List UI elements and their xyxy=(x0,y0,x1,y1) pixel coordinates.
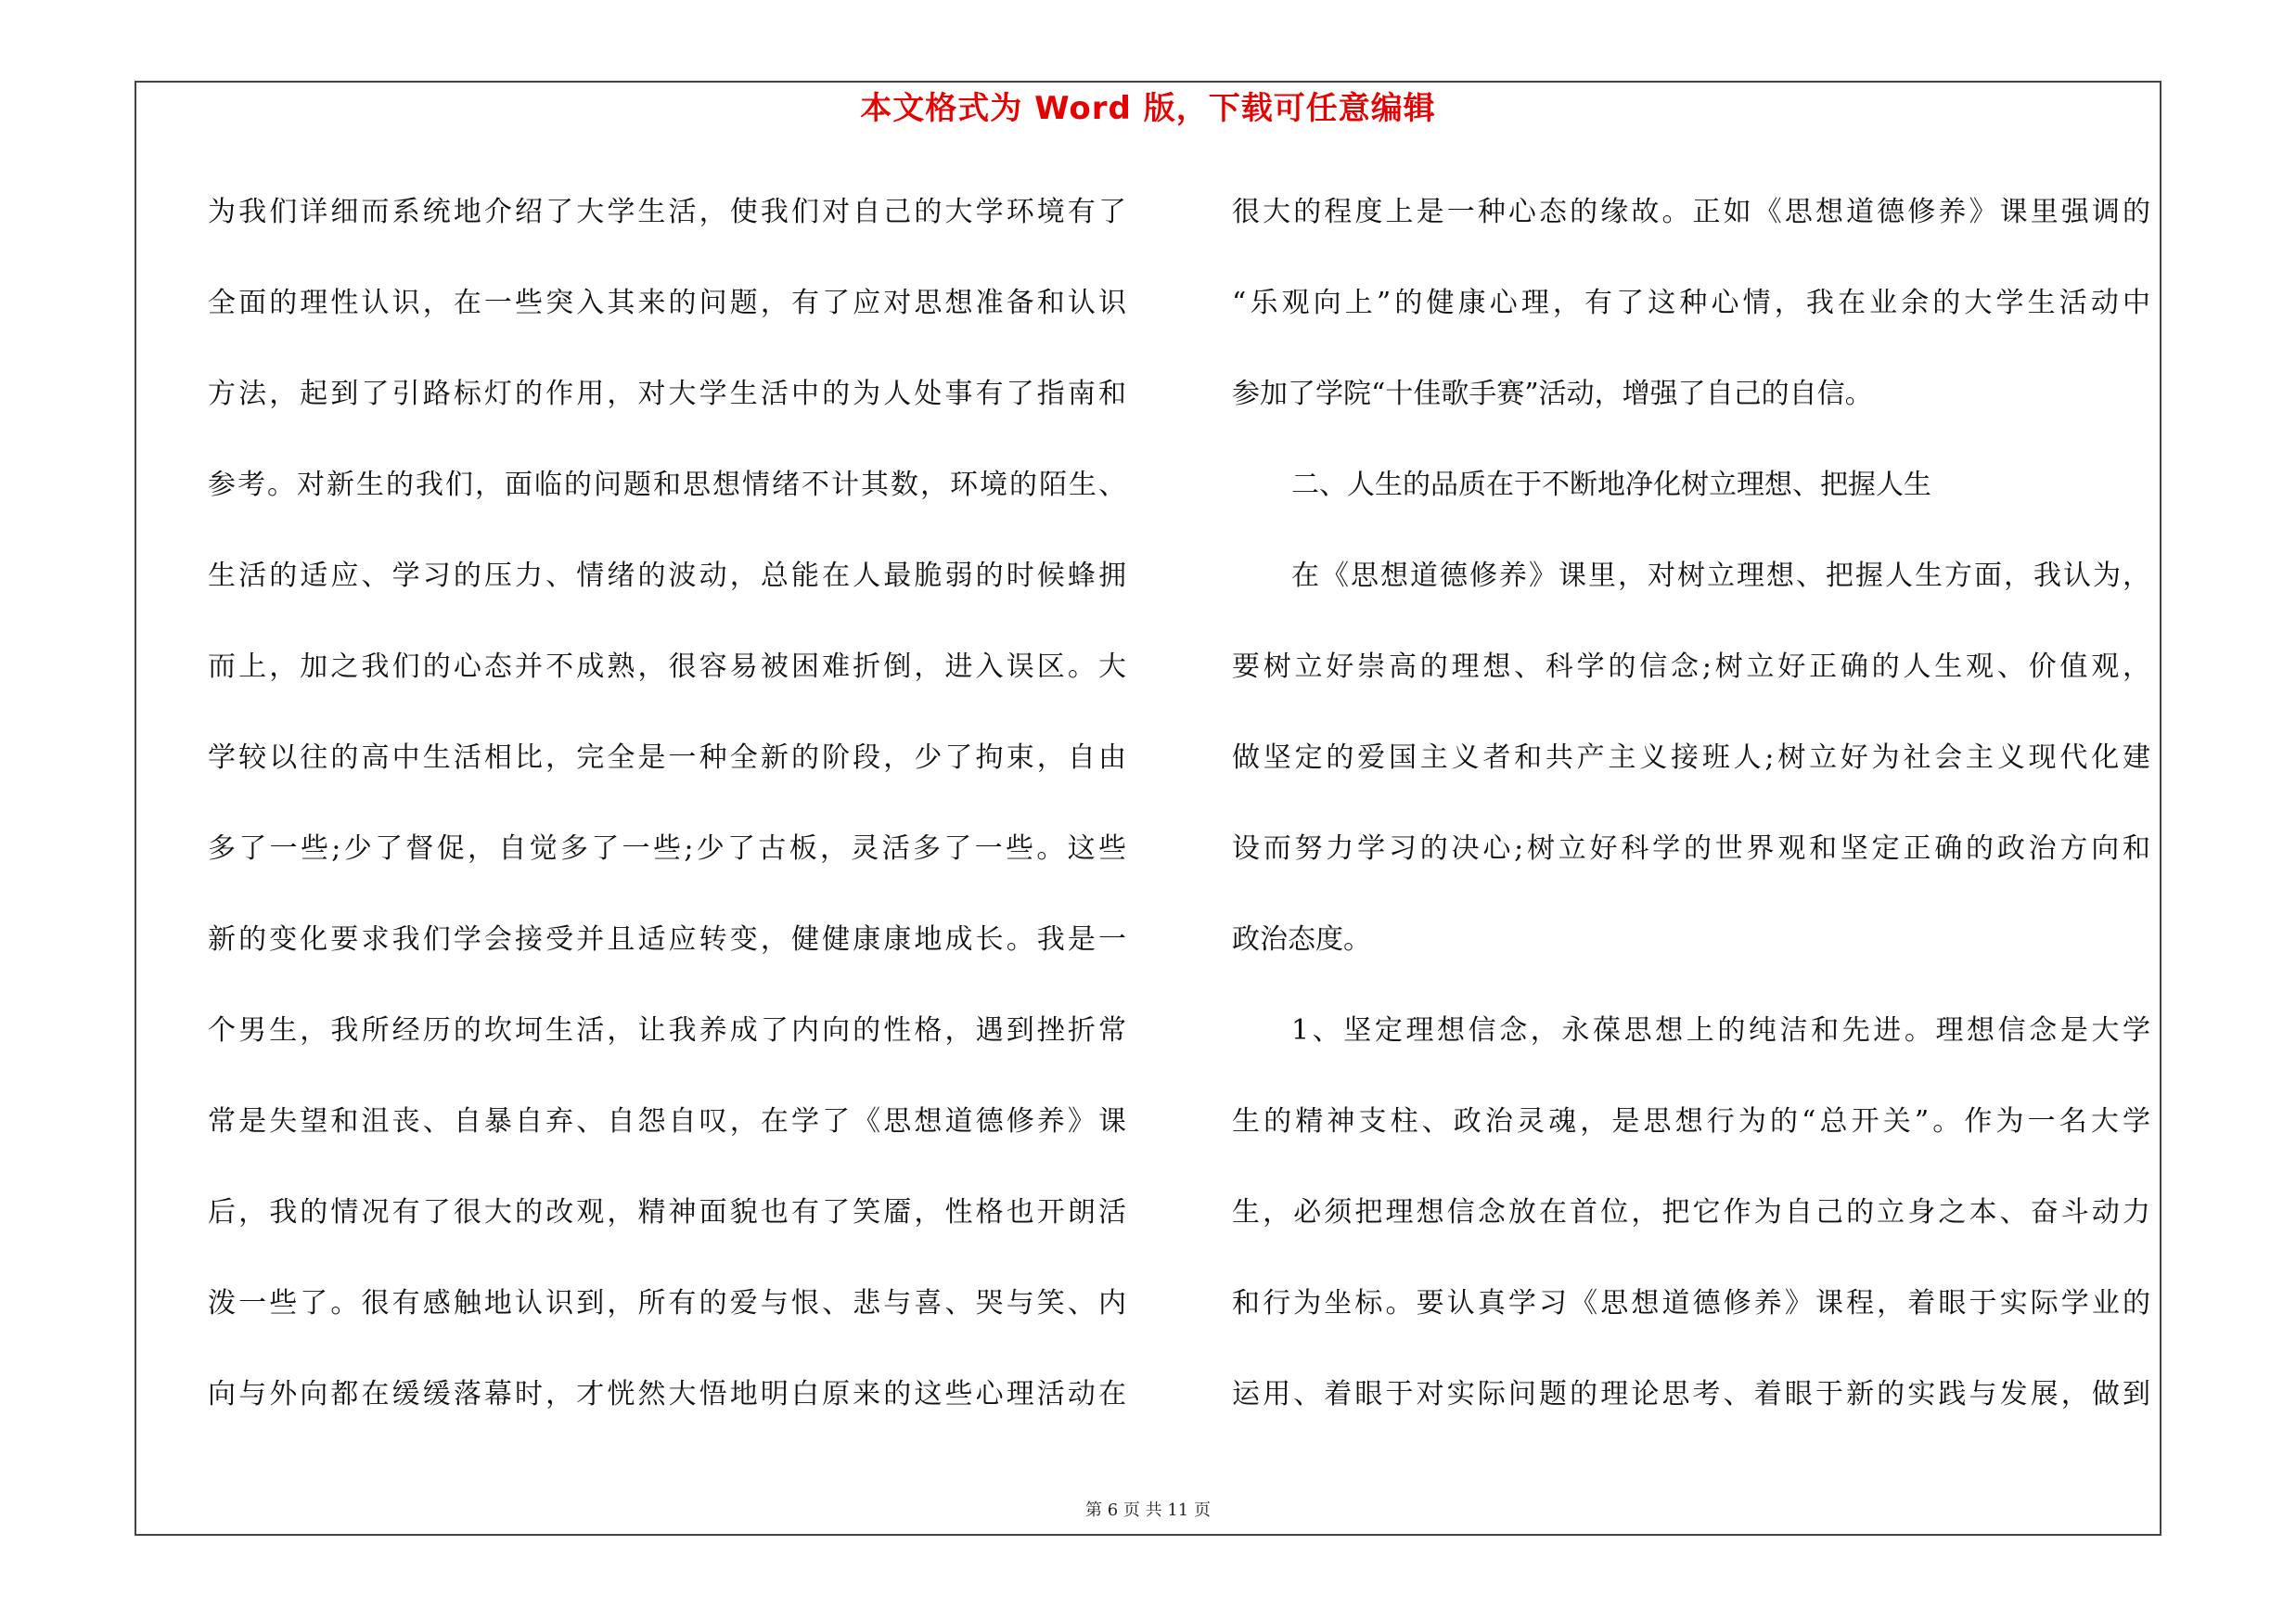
text-line: “乐观向上”的健康心理，有了这种心情，我在业余的大学生活动中 xyxy=(1232,287,2150,319)
text-line: 向与外向都在缓缓落幕时，才恍然大悟地明白原来的这些心理活动在 xyxy=(208,1378,1126,1410)
text-line: 生活的适应、学习的压力、情绪的波动，总能在人最脆弱的时候蜂拥 xyxy=(208,560,1126,592)
page-number: 第 6 页 共 11 页 xyxy=(1085,1501,1211,1520)
text-line: 参考。对新生的我们，面临的问题和思想情绪不计其数，环境的陌生、 xyxy=(208,469,1126,501)
text-line: 和行为坐标。要认真学习《思想道德修养》课程，着眼于实际学业的 xyxy=(1232,1287,2150,1320)
text-line: 新的变化要求我们学会接受并且适应转变，健健康康地成长。我是一 xyxy=(208,923,1126,956)
text-line: 全面的理性认识，在一些突入其来的问题，有了应对思想准备和认识 xyxy=(208,287,1126,319)
text-line: 做坚定的爱国主义者和共产主义接班人;树立好为社会主义现代化建 xyxy=(1232,741,2150,774)
text-line: 设而努力学习的决心;树立好科学的世界观和坚定正确的政治方向和 xyxy=(1232,832,2150,865)
left-text-column xyxy=(208,187,1126,1461)
section-heading: 二、人生的品质在于不断地净化树立理想、把握人生 xyxy=(1291,469,1931,501)
word-format-banner: 本文格式为 Word 版，下载可任意编辑 xyxy=(860,90,1436,127)
text-line: 运用、着眼于对实际问题的理论思考、着眼于新的实践与发展，做到 xyxy=(1232,1378,2150,1410)
text-line: 而上，加之我们的心态并不成熟，很容易被困难折倒，进入误区。大 xyxy=(208,650,1126,683)
text-line: 学较以往的高中生活相比，完全是一种全新的阶段，少了拘束，自由 xyxy=(208,741,1126,774)
text-line: 个男生，我所经历的坎坷生活，让我养成了内向的性格，遇到挫折常 xyxy=(208,1014,1126,1047)
text-line: 很大的程度上是一种心态的缘故。正如《思想道德修养》课里强调的 xyxy=(1232,196,2150,228)
text-line: 生的精神支柱、政治灵魂，是思想行为的“总开关”。作为一名大学 xyxy=(1232,1105,2150,1138)
text-line: 参加了学院“十佳歌手赛”活动，增强了自己的自信。 xyxy=(1232,378,1873,410)
text-line: 在《思想道德修养》课里，对树立理想、把握人生方面，我认为， xyxy=(1291,560,2150,592)
text-line: 方法，起到了引路标灯的作用，对大学生活中的为人处事有了指南和 xyxy=(208,378,1126,410)
text-line: 后，我的情况有了很大的改观，精神面貌也有了笑靥，性格也开朗活 xyxy=(208,1196,1126,1229)
text-line: 要树立好崇高的理想、科学的信念;树立好正确的人生观、价值观， xyxy=(1232,650,2150,683)
text-line: 生，必须把理想信念放在首位，把它作为自己的立身之本、奋斗动力 xyxy=(1232,1196,2150,1229)
right-text-column xyxy=(1232,187,2150,1461)
text-line: 多了一些;少了督促，自觉多了一些;少了古板，灵活多了一些。这些 xyxy=(208,832,1126,865)
text-line: 泼一些了。很有感触地认识到，所有的爱与恨、悲与喜、哭与笑、内 xyxy=(208,1287,1126,1320)
text-line: 常是失望和沮丧、自暴自弃、自怨自叹，在学了《思想道德修养》课 xyxy=(208,1105,1126,1138)
text-line: 政治态度。 xyxy=(1232,923,1371,956)
text-line: 1、坚定理想信念，永葆思想上的纯洁和先进。理想信念是大学 xyxy=(1291,1014,2150,1047)
text-line: 为我们详细而系统地介绍了大学生活，使我们对自己的大学环境有了 xyxy=(208,196,1126,228)
